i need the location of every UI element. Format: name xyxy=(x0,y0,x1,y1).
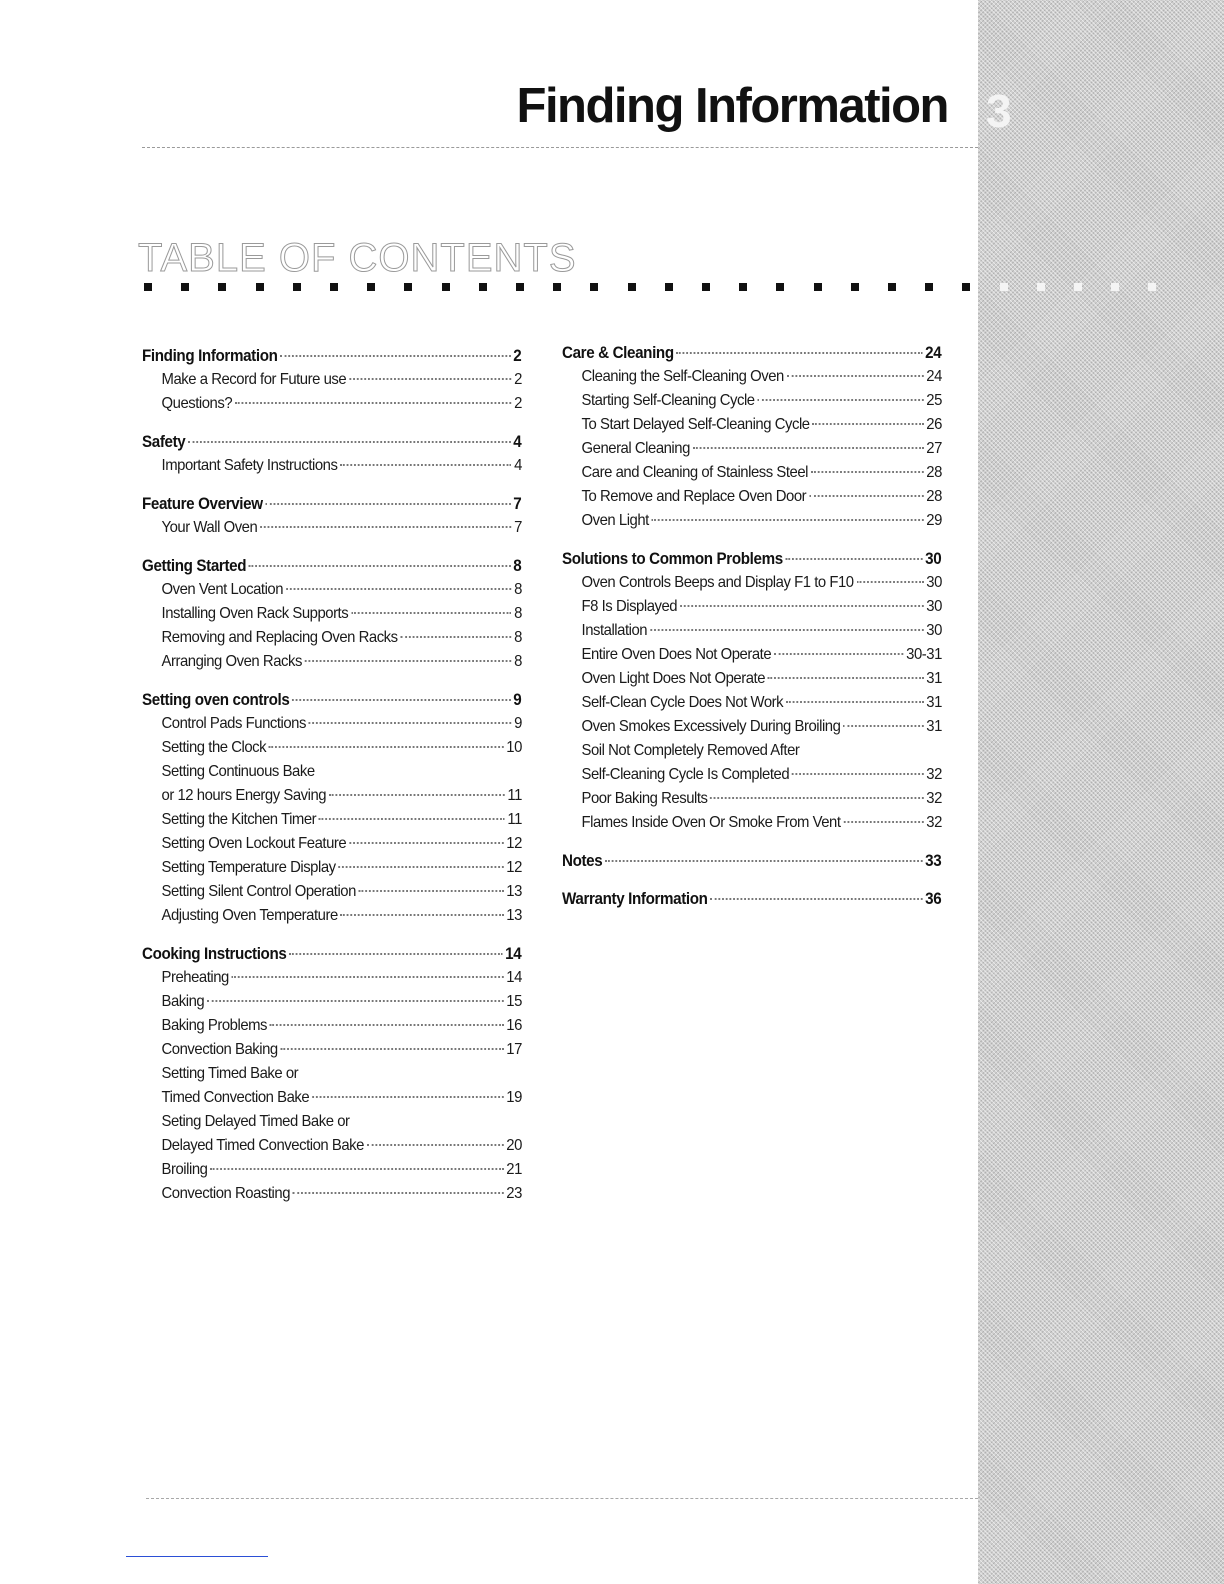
toc-entry-label: Delayed Timed Convection Bake xyxy=(161,1137,364,1154)
toc-page-number: 4 xyxy=(514,457,522,474)
toc-entry-important-safety-instructions[interactable] xyxy=(142,454,522,478)
divider-square xyxy=(814,283,822,291)
toc-page-number: 2 xyxy=(513,347,522,365)
toc-entry-label: Self-Cleaning Cycle Is Completed xyxy=(581,766,790,783)
dot-leader xyxy=(809,495,924,497)
toc-page-number: 19 xyxy=(506,1089,522,1106)
toc-entry-to-remove-and-replace-oven-door[interactable] xyxy=(562,485,942,509)
dot-leader xyxy=(802,750,939,751)
toc-page-number: 26 xyxy=(926,416,942,433)
title-divider xyxy=(142,147,978,148)
dot-leader xyxy=(786,701,924,703)
toc-entry-oven-light[interactable] xyxy=(562,509,942,533)
toc-entry-label: Removing and Replacing Oven Racks xyxy=(161,629,398,646)
dot-leader xyxy=(786,558,923,560)
dot-leader xyxy=(249,565,511,567)
toc-entry-label: Oven Smokes Excessively During Broiling xyxy=(581,718,841,735)
toc-entry-self-clean-cycle-does-not-work[interactable] xyxy=(562,691,942,715)
divider-square xyxy=(256,283,264,291)
dot-leader xyxy=(340,464,511,466)
toc-entry-label: General Cleaning xyxy=(581,440,690,457)
dot-leader xyxy=(811,471,924,473)
dot-leader xyxy=(270,1024,504,1026)
toc-page-number: 30 xyxy=(926,598,942,615)
toc-entry-setting-the-clock[interactable] xyxy=(142,736,522,760)
toc-page-number: 11 xyxy=(507,811,522,828)
toc-entry-to-start-delayed-self-cleaning-cycle[interactable] xyxy=(562,413,942,437)
toc-entry-label: Installing Oven Rack Supports xyxy=(161,605,349,622)
dot-leader xyxy=(605,860,922,862)
toc-page-number: 25 xyxy=(926,392,942,409)
toc-section-getting-started[interactable] xyxy=(142,554,521,578)
toc-entry-setting-oven-lockout-feature[interactable] xyxy=(142,832,522,856)
dot-leader xyxy=(768,677,924,679)
toc-page-number: 24 xyxy=(925,344,942,362)
toc-page-number: 36 xyxy=(925,890,942,908)
toc-entry-label: Oven Controls Beeps and Display F1 to F10 xyxy=(581,574,854,591)
toc-section-setting-oven-controls[interactable] xyxy=(142,688,521,712)
dot-leader xyxy=(338,866,503,868)
divider-square xyxy=(702,283,710,291)
toc-page-number: 15 xyxy=(506,993,522,1010)
toc-entry-label: Entire Oven Does Not Operate xyxy=(581,646,772,663)
toc-page-number: 28 xyxy=(926,488,942,505)
dot-leader xyxy=(710,797,923,799)
dot-leader xyxy=(843,821,923,823)
toc-entry-label: Oven Light Does Not Operate xyxy=(581,670,766,687)
toc-section-feature-overview[interactable] xyxy=(142,492,521,516)
divider-square xyxy=(404,283,412,291)
toc-entry-label: Setting Temperature Display xyxy=(161,859,336,876)
divider-square xyxy=(553,283,561,291)
toc-section-safety[interactable] xyxy=(142,430,521,454)
toc-entry-label: Your Wall Oven xyxy=(161,519,258,536)
dot-leader xyxy=(676,352,922,354)
toc-entry-label: Starting Self-Cleaning Cycle xyxy=(581,392,755,409)
footer-divider xyxy=(146,1498,978,1499)
toc-entry-label: Warranty Information xyxy=(562,890,708,908)
toc-page-number: 27 xyxy=(926,440,942,457)
dot-leader xyxy=(269,746,504,748)
dot-leader xyxy=(286,588,511,590)
divider-square xyxy=(181,283,189,291)
square-divider xyxy=(144,283,1154,292)
toc-entry-control-pads-functions[interactable] xyxy=(142,712,522,736)
toc-entry-soil-not-completely-removed-after[interactable] xyxy=(562,739,942,763)
dot-leader xyxy=(774,653,903,655)
toc-entry-poor-baking-results[interactable] xyxy=(562,787,942,811)
dot-leader xyxy=(400,636,511,638)
toc-entry-label: Poor Baking Results xyxy=(581,790,708,807)
toc-entry-cleaning-the-self-cleaning-oven[interactable] xyxy=(562,365,942,389)
toc-entry-self-cleaning-cycle-is-completed[interactable] xyxy=(562,763,942,787)
dot-leader xyxy=(349,842,503,844)
toc-entry-label: Setting oven controls xyxy=(142,691,290,709)
toc-entry-oven-vent-location[interactable] xyxy=(142,578,522,602)
toc-entry-label: Timed Convection Bake xyxy=(161,1089,310,1106)
toc-entry-label: Adjusting Oven Temperature xyxy=(161,907,338,924)
dot-leader xyxy=(319,818,505,820)
toc-entry-label: Baking xyxy=(161,993,205,1010)
toc-page-number: 12 xyxy=(506,835,522,852)
dot-leader xyxy=(317,771,519,772)
toc-entry-setting-temperature-display[interactable] xyxy=(142,856,522,880)
toc-entry-label: or 12 hours Energy Saving xyxy=(161,787,327,804)
divider-square xyxy=(1074,283,1082,291)
toc-page-number: 17 xyxy=(506,1041,522,1058)
toc-entry-questions[interactable] xyxy=(142,392,522,416)
toc-entry-removing-and-replacing-oven-racks[interactable] xyxy=(142,626,522,650)
toc-entry-label: Feature Overview xyxy=(142,495,263,513)
toc-entry-label: Getting Started xyxy=(142,557,247,575)
toc-entry-f8-is-displayed[interactable] xyxy=(562,595,942,619)
toc-entry-label: Important Safety Instructions xyxy=(161,457,338,474)
toc-entry-arranging-oven-racks[interactable] xyxy=(142,650,522,674)
toc-entry-label: Cooking Instructions xyxy=(142,945,287,963)
dot-leader xyxy=(301,1073,519,1074)
dot-leader xyxy=(260,526,511,528)
toc-page-number: 9 xyxy=(514,715,522,732)
divider-square xyxy=(516,283,524,291)
divider-square xyxy=(293,283,301,291)
dot-leader xyxy=(309,722,512,724)
toc-right-column xyxy=(562,341,942,911)
toc-spacer xyxy=(562,873,942,887)
divider-square xyxy=(776,283,784,291)
toc-entry-timed-convection-bake[interactable] xyxy=(142,1086,522,1110)
dot-leader xyxy=(359,890,504,892)
toc-entry-label: Setting Oven Lockout Feature xyxy=(161,835,347,852)
toc-spacer xyxy=(142,540,522,554)
toc-entry-label: Setting Silent Control Operation xyxy=(161,883,356,900)
divider-square xyxy=(628,283,636,291)
dot-leader xyxy=(329,794,505,796)
toc-page-number: 21 xyxy=(506,1161,522,1178)
dot-leader xyxy=(787,375,924,377)
divider-square xyxy=(367,283,375,291)
divider-square xyxy=(851,283,859,291)
toc-entry-flames-inside-oven-or-smoke-from-vent[interactable] xyxy=(562,811,942,835)
toc-page-number: 31 xyxy=(926,670,942,687)
toc-entry-label: Solutions to Common Problems xyxy=(562,550,783,568)
dot-leader xyxy=(652,519,924,521)
toc-page-number: 31 xyxy=(926,694,942,711)
toc-spacer xyxy=(142,674,522,688)
dot-leader xyxy=(188,441,510,443)
toc-entry-broiling[interactable] xyxy=(142,1158,522,1182)
toc-entry-setting-the-kitchen-timer[interactable] xyxy=(142,808,522,832)
toc-entry-your-wall-oven[interactable] xyxy=(142,516,522,540)
toc-entry-or-12-hours-energy-saving[interactable] xyxy=(142,784,522,808)
divider-square xyxy=(962,283,970,291)
toc-page-number: 11 xyxy=(507,787,522,804)
toc-page-number: 8 xyxy=(514,605,522,622)
divider-square xyxy=(442,283,450,291)
dot-leader xyxy=(710,898,922,900)
toc-page-number: 7 xyxy=(514,519,522,536)
toc-entry-label: To Remove and Replace Oven Door xyxy=(581,488,807,505)
toc-entry-label: Convection Baking xyxy=(161,1041,278,1058)
toc-entry-label: Oven Light xyxy=(581,512,649,529)
dot-leader xyxy=(792,773,924,775)
dot-leader xyxy=(757,399,923,401)
toc-entry-label: Baking Problems xyxy=(161,1017,268,1034)
toc-page-number: 8 xyxy=(514,629,522,646)
toc-entry-label: Setting the Kitchen Timer xyxy=(161,811,317,828)
toc-entry-setting-silent-control-operation[interactable] xyxy=(142,880,522,904)
toc-entry-label: Setting Timed Bake or xyxy=(161,1065,299,1082)
toc-heading: TABLE OF CONTENTS xyxy=(138,236,577,280)
page-edge-tab xyxy=(978,0,1224,1584)
toc-page-number: 8 xyxy=(513,557,522,575)
toc-page-number: 30 xyxy=(925,550,942,568)
divider-square xyxy=(925,283,933,291)
toc-entry-label: Safety xyxy=(142,433,186,451)
toc-entry-label: Soil Not Completely Removed After xyxy=(581,742,800,759)
dot-leader xyxy=(265,503,510,505)
toc-page-number: 28 xyxy=(926,464,942,481)
dot-leader xyxy=(856,581,923,583)
toc-section-cooking-instructions[interactable] xyxy=(142,942,521,966)
toc-entry-label: Care & Cleaning xyxy=(562,344,674,362)
toc-entry-make-a-record-for-future-use[interactable] xyxy=(142,368,522,392)
toc-page-number: 30-31 xyxy=(906,646,942,663)
toc-page-number: 14 xyxy=(505,945,522,963)
dot-leader xyxy=(210,1168,503,1170)
toc-entry-installation[interactable] xyxy=(562,619,942,643)
toc-spacer xyxy=(562,533,942,547)
toc-entry-label: Finding Information xyxy=(142,347,278,365)
toc-entry-setting-continuous-bake[interactable] xyxy=(142,760,522,784)
toc-section-notes[interactable] xyxy=(562,849,941,873)
toc-entry-label: Arranging Oven Racks xyxy=(161,653,302,670)
toc-entry-baking-problems[interactable] xyxy=(142,1014,522,1038)
toc-page-number: 2 xyxy=(514,371,522,388)
toc-entry-starting-self-cleaning-cycle[interactable] xyxy=(562,389,942,413)
toc-entry-installing-oven-rack-supports[interactable] xyxy=(142,602,522,626)
toc-entry-baking[interactable] xyxy=(142,990,522,1014)
toc-page-number: 23 xyxy=(506,1185,522,1202)
toc-entry-label: Installation xyxy=(581,622,648,639)
toc-entry-label: Setting the Clock xyxy=(161,739,267,756)
toc-entry-label: Flames Inside Oven Or Smoke From Vent xyxy=(581,814,841,831)
divider-square xyxy=(1037,283,1045,291)
divider-square xyxy=(1148,283,1156,291)
toc-entry-seting-delayed-timed-bake-or[interactable] xyxy=(142,1110,522,1134)
dot-leader xyxy=(207,1000,503,1002)
page-number: 3 xyxy=(986,85,1012,137)
toc-entry-label: Make a Record for Future use xyxy=(161,371,347,388)
dot-leader xyxy=(650,629,924,631)
dot-leader xyxy=(232,976,504,978)
toc-spacer xyxy=(142,416,522,430)
toc-entry-setting-timed-bake-or[interactable] xyxy=(142,1062,522,1086)
divider-square xyxy=(1000,283,1008,291)
divider-square xyxy=(739,283,747,291)
toc-page-number: 20 xyxy=(506,1137,522,1154)
toc-page-number: 29 xyxy=(926,512,942,529)
toc-page-number: 16 xyxy=(506,1017,522,1034)
dot-leader xyxy=(680,605,924,607)
toc-entry-label: F8 Is Displayed xyxy=(581,598,678,615)
toc-entry-label: Questions? xyxy=(161,395,233,412)
toc-page-number: 10 xyxy=(506,739,522,756)
toc-entry-label: Seting Delayed Timed Bake or xyxy=(161,1113,350,1130)
toc-entry-delayed-timed-convection-bake[interactable] xyxy=(142,1134,522,1158)
toc-entry-label: Cleaning the Self-Cleaning Oven xyxy=(581,368,784,385)
toc-page-number: 13 xyxy=(506,907,522,924)
toc-entry-preheating[interactable] xyxy=(142,966,522,990)
toc-entry-label: Notes xyxy=(562,852,603,870)
toc-spacer xyxy=(562,835,942,849)
toc-spacer xyxy=(142,928,522,942)
toc-page-number: 12 xyxy=(506,859,522,876)
toc-entry-label: Control Pads Functions xyxy=(161,715,306,732)
dot-leader xyxy=(367,1144,504,1146)
dot-leader xyxy=(693,447,924,449)
dot-leader xyxy=(812,423,923,425)
divider-square xyxy=(1111,283,1119,291)
dot-leader xyxy=(293,1192,504,1194)
toc-entry-care-and-cleaning-of-stainless-steel[interactable] xyxy=(562,461,942,485)
toc-section-warranty-information[interactable] xyxy=(562,887,941,911)
divider-square xyxy=(218,283,226,291)
dot-leader xyxy=(289,953,502,955)
divider-square xyxy=(144,283,152,291)
divider-square xyxy=(590,283,598,291)
toc-page-number: 32 xyxy=(926,814,942,831)
dot-leader xyxy=(843,725,923,727)
toc-entry-label: To Start Delayed Self-Cleaning Cycle xyxy=(581,416,810,433)
toc-page-number: 32 xyxy=(926,790,942,807)
dot-leader xyxy=(292,699,510,701)
dot-leader xyxy=(352,1121,519,1122)
toc-page-number: 8 xyxy=(514,653,522,670)
divider-square xyxy=(888,283,896,291)
toc-entry-adjusting-oven-temperature[interactable] xyxy=(142,904,522,928)
toc-spacer xyxy=(142,478,522,492)
toc-entry-label: Preheating xyxy=(161,969,229,986)
toc-page-number: 14 xyxy=(506,969,522,986)
toc-page-number: 30 xyxy=(926,574,942,591)
toc-entry-convection-roasting[interactable] xyxy=(142,1182,522,1206)
dot-leader xyxy=(280,1048,503,1050)
toc-entry-general-cleaning[interactable] xyxy=(562,437,942,461)
page-title: Finding Information xyxy=(516,79,948,133)
toc-entry-oven-controls-beeps-and-display-f1-to-f10[interactable] xyxy=(562,571,942,595)
toc-section-solutions-to-common-problems[interactable] xyxy=(562,547,941,571)
toc-page-number: 9 xyxy=(513,691,522,709)
toc-entry-label: Broiling xyxy=(161,1161,208,1178)
toc-entry-convection-baking[interactable] xyxy=(142,1038,522,1062)
toc-entry-label: Care and Cleaning of Stainless Steel xyxy=(581,464,808,481)
toc-page-number: 32 xyxy=(926,766,942,783)
dot-leader xyxy=(351,612,511,614)
toc-page-number: 31 xyxy=(926,718,942,735)
divider-square xyxy=(479,283,487,291)
toc-entry-oven-smokes-excessively-during-broiling[interactable] xyxy=(562,715,942,739)
dot-leader xyxy=(349,378,511,380)
toc-entry-label: Setting Continuous Bake xyxy=(161,763,315,780)
toc-entry-label: Oven Vent Location xyxy=(161,581,284,598)
toc-section-finding-information[interactable] xyxy=(142,344,521,368)
toc-page-number: 33 xyxy=(925,852,942,870)
toc-entry-entire-oven-does-not-operate[interactable] xyxy=(562,643,942,667)
toc-section-care-cleaning[interactable] xyxy=(562,341,941,365)
divider-square xyxy=(665,283,673,291)
dot-leader xyxy=(305,660,512,662)
toc-page-number: 7 xyxy=(513,495,522,513)
dot-leader xyxy=(235,402,511,404)
toc-page-number: 8 xyxy=(514,581,522,598)
toc-entry-oven-light-does-not-operate[interactable] xyxy=(562,667,942,691)
toc-page-number: 30 xyxy=(926,622,942,639)
toc-entry-label: Convection Roasting xyxy=(161,1185,291,1202)
divider-square xyxy=(330,283,338,291)
toc-page-number: 4 xyxy=(513,433,522,451)
bottom-underline xyxy=(126,1556,268,1557)
dot-leader xyxy=(341,914,504,916)
toc-page-number: 2 xyxy=(514,395,522,412)
toc-left-column xyxy=(142,344,522,1206)
dot-leader xyxy=(280,355,510,357)
toc-page-number: 24 xyxy=(926,368,942,385)
toc-page-number: 13 xyxy=(506,883,522,900)
dot-leader xyxy=(312,1096,504,1098)
toc-entry-label: Self-Clean Cycle Does Not Work xyxy=(581,694,784,711)
